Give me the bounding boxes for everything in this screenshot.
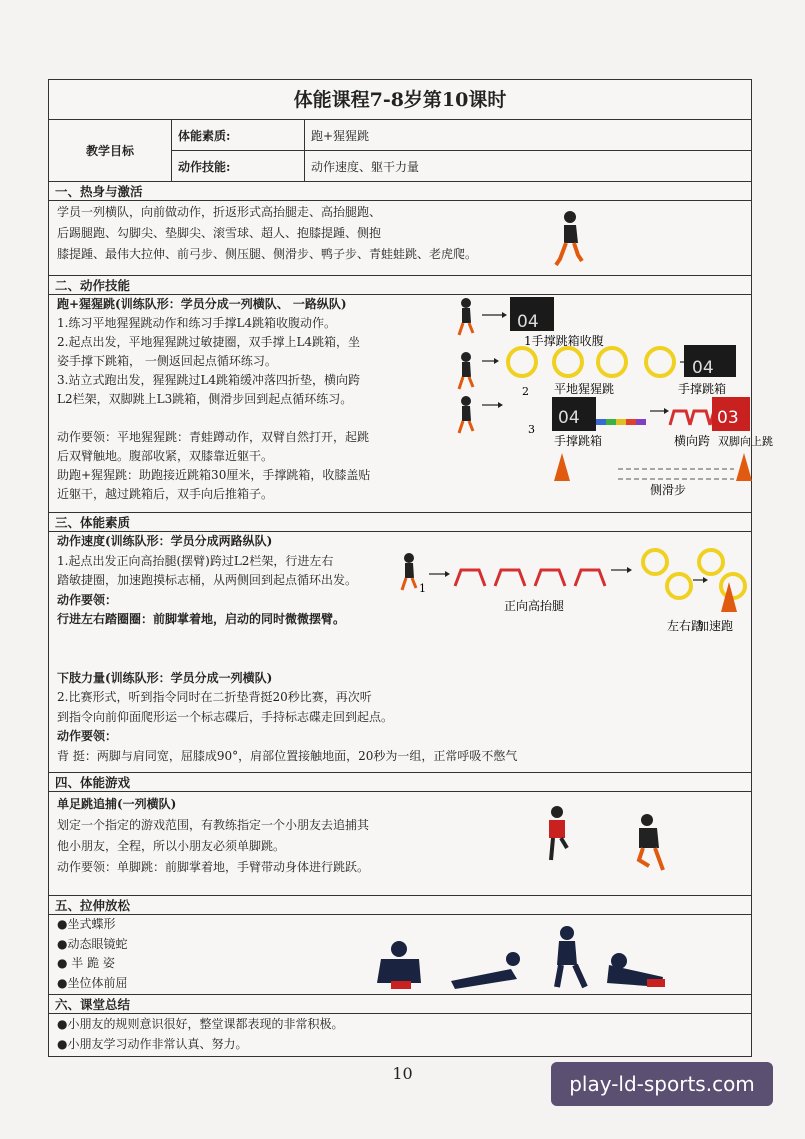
fig-label: 手撑跳箱 [554, 434, 603, 448]
lesson-sheet [48, 79, 773, 1057]
box-number: 04 [558, 408, 580, 428]
hurdle [495, 570, 525, 586]
fig-label: 侧滑步 [650, 483, 687, 497]
fig-label: 正向高抬腿 [504, 599, 565, 613]
fitness-line: 踏敏捷圈，加速跑摸标志桶，从两侧回到起点循环出发。 [57, 573, 358, 587]
skills-line: 2.起点出发，平地猩猩跳过敏捷圈，双手撑上L4跳箱，坐 [57, 335, 361, 349]
stretch-poses-figure [371, 919, 671, 993]
fig-label: 手撑跳箱 [678, 382, 727, 396]
skills-line: 3.站立式跑出发，猩猩跳过L4跳箱缓冲落四折垫，横向跨 [57, 373, 361, 387]
stretch-item: ●动态眼镜蛇 [57, 936, 128, 951]
agility-hoop [699, 550, 723, 574]
agility-hoop [643, 550, 667, 574]
summary-heading: 六、课堂总结 [49, 995, 751, 1014]
quality-label: 体能素质: [172, 120, 305, 151]
agility-hoop [508, 348, 536, 376]
fitness-line: 动作要领： [57, 592, 118, 607]
skills-line: L2栏架，双脚跳上L3跳箱，侧滑步回到起点循环练习。 [57, 392, 353, 406]
fitness-line: 1.起点出发正向高抬腿(摆臂)跨过L2栏架，行进左右 [57, 553, 334, 568]
box-number: 03 [717, 408, 739, 428]
skills-title-line: 跑+猩猩跳(训练队形：学员分成一列横队、 一路纵队) [57, 297, 347, 311]
marker: 1 [419, 582, 426, 595]
stretch-item: ●坐位体前屈 [57, 975, 128, 990]
skills-diagram [454, 295, 773, 497]
fitness-line: 背 挺：两脚与肩同宽，屈膝成90°，肩部位置接触地面，20秒为一组，正常呼吸不憋气 [57, 748, 518, 763]
cobra-pose [451, 952, 520, 989]
page-title: 体能课程7-8岁第10课时 [49, 80, 751, 120]
game-line: 动作要领：单脚跳：前脚掌着地，手臂带动身体进行跳跃。 [57, 860, 370, 874]
hurdle [455, 570, 485, 586]
watermark: play-ld-sports.com [551, 1062, 773, 1106]
running-child-figure [552, 209, 586, 269]
box-number: 04 [517, 312, 539, 332]
summary-body [49, 1014, 751, 1056]
skills-line: 动作要领：平地猩猩跳：青蛙蹲动作，双臂自然打开，起跳 [57, 430, 370, 444]
fitness-line: 下肢力量(训练队形：学员分成一列横队) [57, 670, 273, 685]
fitness-cone-group [689, 572, 749, 638]
fitness-line: 到指令向前仰面爬形运一个标志碟后，手持标志碟走回到起点。 [57, 709, 394, 724]
quality-value: 跑+猩猩跳 [305, 120, 751, 151]
skills-body [49, 295, 773, 513]
agility-hoop [667, 574, 691, 598]
cone [721, 582, 737, 612]
summary-item: ●小朋友的规则意识很好，整堂课都表现的非常积极。 [57, 1017, 344, 1031]
game-line: 他小朋友，全程，所以小朋友必须单脚跳。 [57, 839, 286, 853]
skills-line: 后双臂触地。腹部收紧，双膝靠近躯干。 [57, 449, 274, 463]
hopping-child-figure [537, 804, 577, 866]
fitness-body [49, 532, 751, 773]
warmup-body [49, 201, 751, 276]
skills-line [57, 409, 370, 428]
child-figure-fitness [402, 553, 416, 590]
stretch-item: ● 半 跪 姿 [57, 956, 115, 970]
marker: 3 [528, 423, 535, 436]
skills-line: 姿手撑下跳箱， 一侧返回起点循环练习。 [57, 354, 277, 368]
fitness-line: 2.比赛形式，听到指令同时在二折垫背挺20秒比赛，再次听 [57, 690, 372, 704]
game-line: 划定一个指定的游戏范围，有教练指定一个小朋友去追捕其 [57, 818, 370, 832]
folding-mat [596, 419, 606, 425]
skills-line: 助跑+猩猩跳：助跑接近跳箱30厘米，手撑跳箱，收膝盖贴 [57, 468, 371, 482]
seated-forward-fold-pose [607, 953, 665, 987]
fig-label: 横向跨 [674, 434, 711, 448]
stretch-item: ●坐式蝶形 [57, 917, 116, 931]
skills-line: 1.练习平地猩猩跳动作和练习手撑L4跳箱收腹动作。 [57, 316, 337, 330]
warmup-heading: 一、热身与激活 [49, 182, 751, 201]
agility-hoop [554, 348, 582, 376]
fig-label: 双脚向上跳 [718, 435, 773, 448]
agility-hoop [646, 348, 674, 376]
marker: 2 [522, 385, 529, 398]
hurdle [575, 570, 605, 586]
game-heading: 四、体能游戏 [49, 773, 751, 792]
half-kneel-pose [557, 926, 585, 987]
summary-item: ●小朋友学习动作非常认真、努力。 [57, 1037, 248, 1051]
agility-hoop [598, 348, 626, 376]
skills-heading: 二、动作技能 [49, 276, 751, 295]
fitness-line [57, 649, 517, 669]
fig-label: 1手撑跳箱收腹 [524, 334, 604, 348]
objectives-label: 教学目标 [49, 120, 172, 182]
fig-label: 加速跑 [697, 619, 734, 633]
fig-label: 左右踏 [667, 619, 704, 633]
hurdle [535, 570, 565, 586]
fitness-line: 动作速度(训练队形：学员分成两路纵队) [57, 534, 273, 548]
cone [736, 453, 752, 481]
fitness-line: 行进左右踏圈圈：前脚掌着地，启动的同时微微摆臂。 [57, 612, 346, 626]
hurdle [690, 411, 710, 425]
warmup-line: 后踢腿跑、勾脚尖、垫脚尖、滚雪球、超人、抱膝提踵、侧抱 [57, 226, 382, 240]
child-figure-row1 [459, 298, 473, 335]
game-line: 单足跳追捕(一列横队) [57, 797, 177, 811]
warmup-line: 膝提踵、最伟大拉伸、前弓步、侧压腿、侧滑步、鸭子步、青蛙蛙跳、老虎爬。 [57, 247, 478, 261]
hopping-child-figure [629, 812, 673, 876]
stretch-body [49, 915, 751, 995]
child-figure-row3 [459, 396, 473, 433]
butterfly-pose [377, 941, 421, 989]
child-figure-row2 [459, 352, 473, 389]
fig-label: 平地猩猩跳 [554, 382, 615, 396]
game-body [49, 792, 751, 896]
cone [554, 453, 570, 481]
stretch-heading: 五、拉伸放松 [49, 896, 751, 915]
fitness-line: 动作要领： [57, 729, 118, 743]
skill-value: 动作速度、躯干力量 [305, 151, 751, 182]
skill-label: 动作技能: [172, 151, 305, 182]
hurdle [670, 411, 690, 425]
warmup-line: 学员一列横队，向前做动作，折返形式高抬腿走、高抬腿跑、 [57, 205, 382, 219]
skills-line: 近躯干，越过跳箱后，双手向后推箱子。 [57, 487, 274, 501]
fitness-heading: 三、体能素质 [49, 513, 751, 532]
box-number: 04 [692, 358, 714, 378]
page-number: 10 [392, 1064, 413, 1083]
